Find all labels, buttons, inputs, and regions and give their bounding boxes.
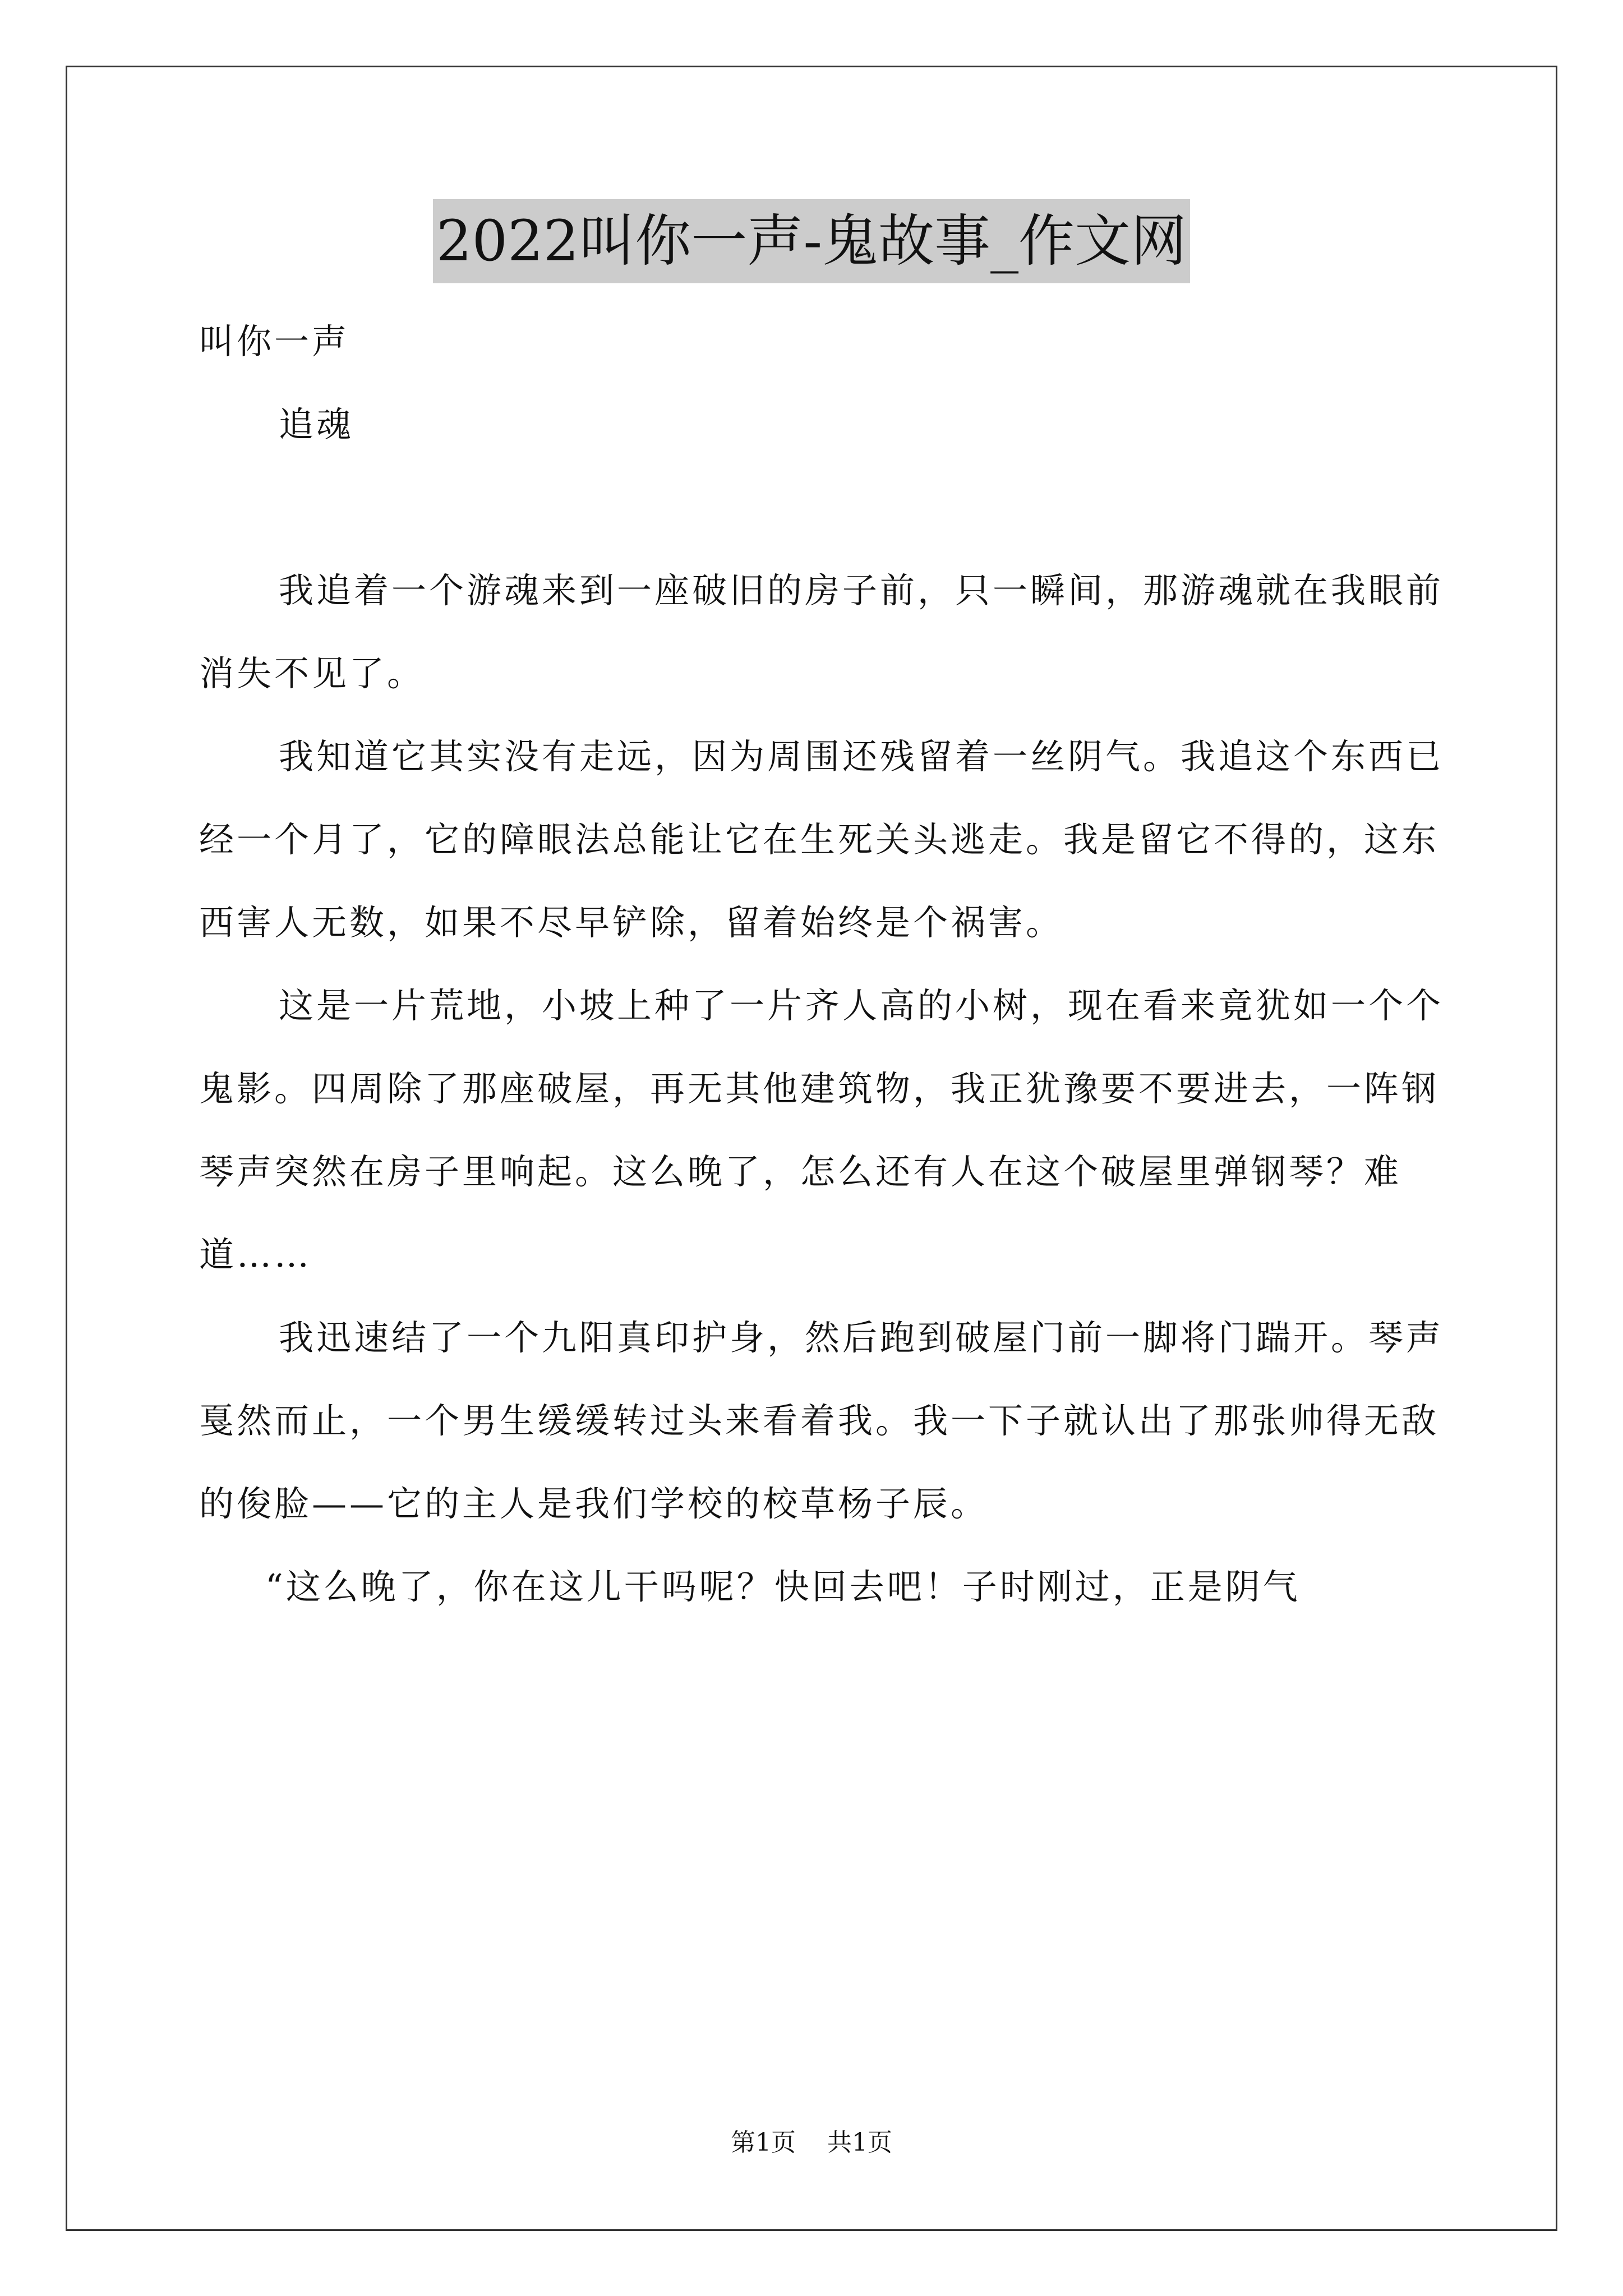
paragraph-1: 我追着一个游魂来到一座破旧的房子前，只一瞬间，那游魂就在我眼前消失不见了。 [199, 570, 1444, 694]
paragraph-2: 我知道它其实没有走远，因为周围还残留着一丝阴气。我追这个东西已经一个月了，它的障眼法总能让它在生死关头逃走。我是留它不得的，这东西害人无数，如果不尽早铲除，留着始终是个祸害。 [199, 736, 1444, 943]
page-number-current: 第1页 [731, 2128, 796, 2157]
title-container [0, 199, 1623, 283]
blank-line [199, 466, 1467, 549]
author-name: 追魂 [279, 404, 354, 445]
paragraph-5: “这么晚了，你在这儿干吗呢？快回去吧！子时刚过，正是阴气 [265, 1566, 1301, 1607]
story-heading: 叫你一声 [199, 321, 350, 362]
document-title: 2022叫你一声-鬼故事_作文网 [433, 199, 1190, 283]
document-body [199, 300, 1467, 1628]
paragraph-4: 我迅速结了一个九阳真印护身，然后跑到破屋门前一脚将门踹开。琴声戛然而止，一个男生缓缓转过头来看着我。我一下子就认出了那张帅得无敌的俊脸——它的主人是我们学校的校草杨子辰。 [199, 1317, 1444, 1524]
paragraph-3: 这是一片荒地，小坡上种了一片齐人高的小树，现在看来竟犹如一个个鬼影。四周除了那座破屋，再无其他建筑物，我正犹豫要不要进去，一阵钢琴声突然在房子里响起。这么晚了，怎么还有人在这个破屋里弹钢琴？难道…… [199, 985, 1444, 1275]
page-footer [0, 2126, 1623, 2160]
page-number-total: 共1页 [827, 2128, 892, 2157]
